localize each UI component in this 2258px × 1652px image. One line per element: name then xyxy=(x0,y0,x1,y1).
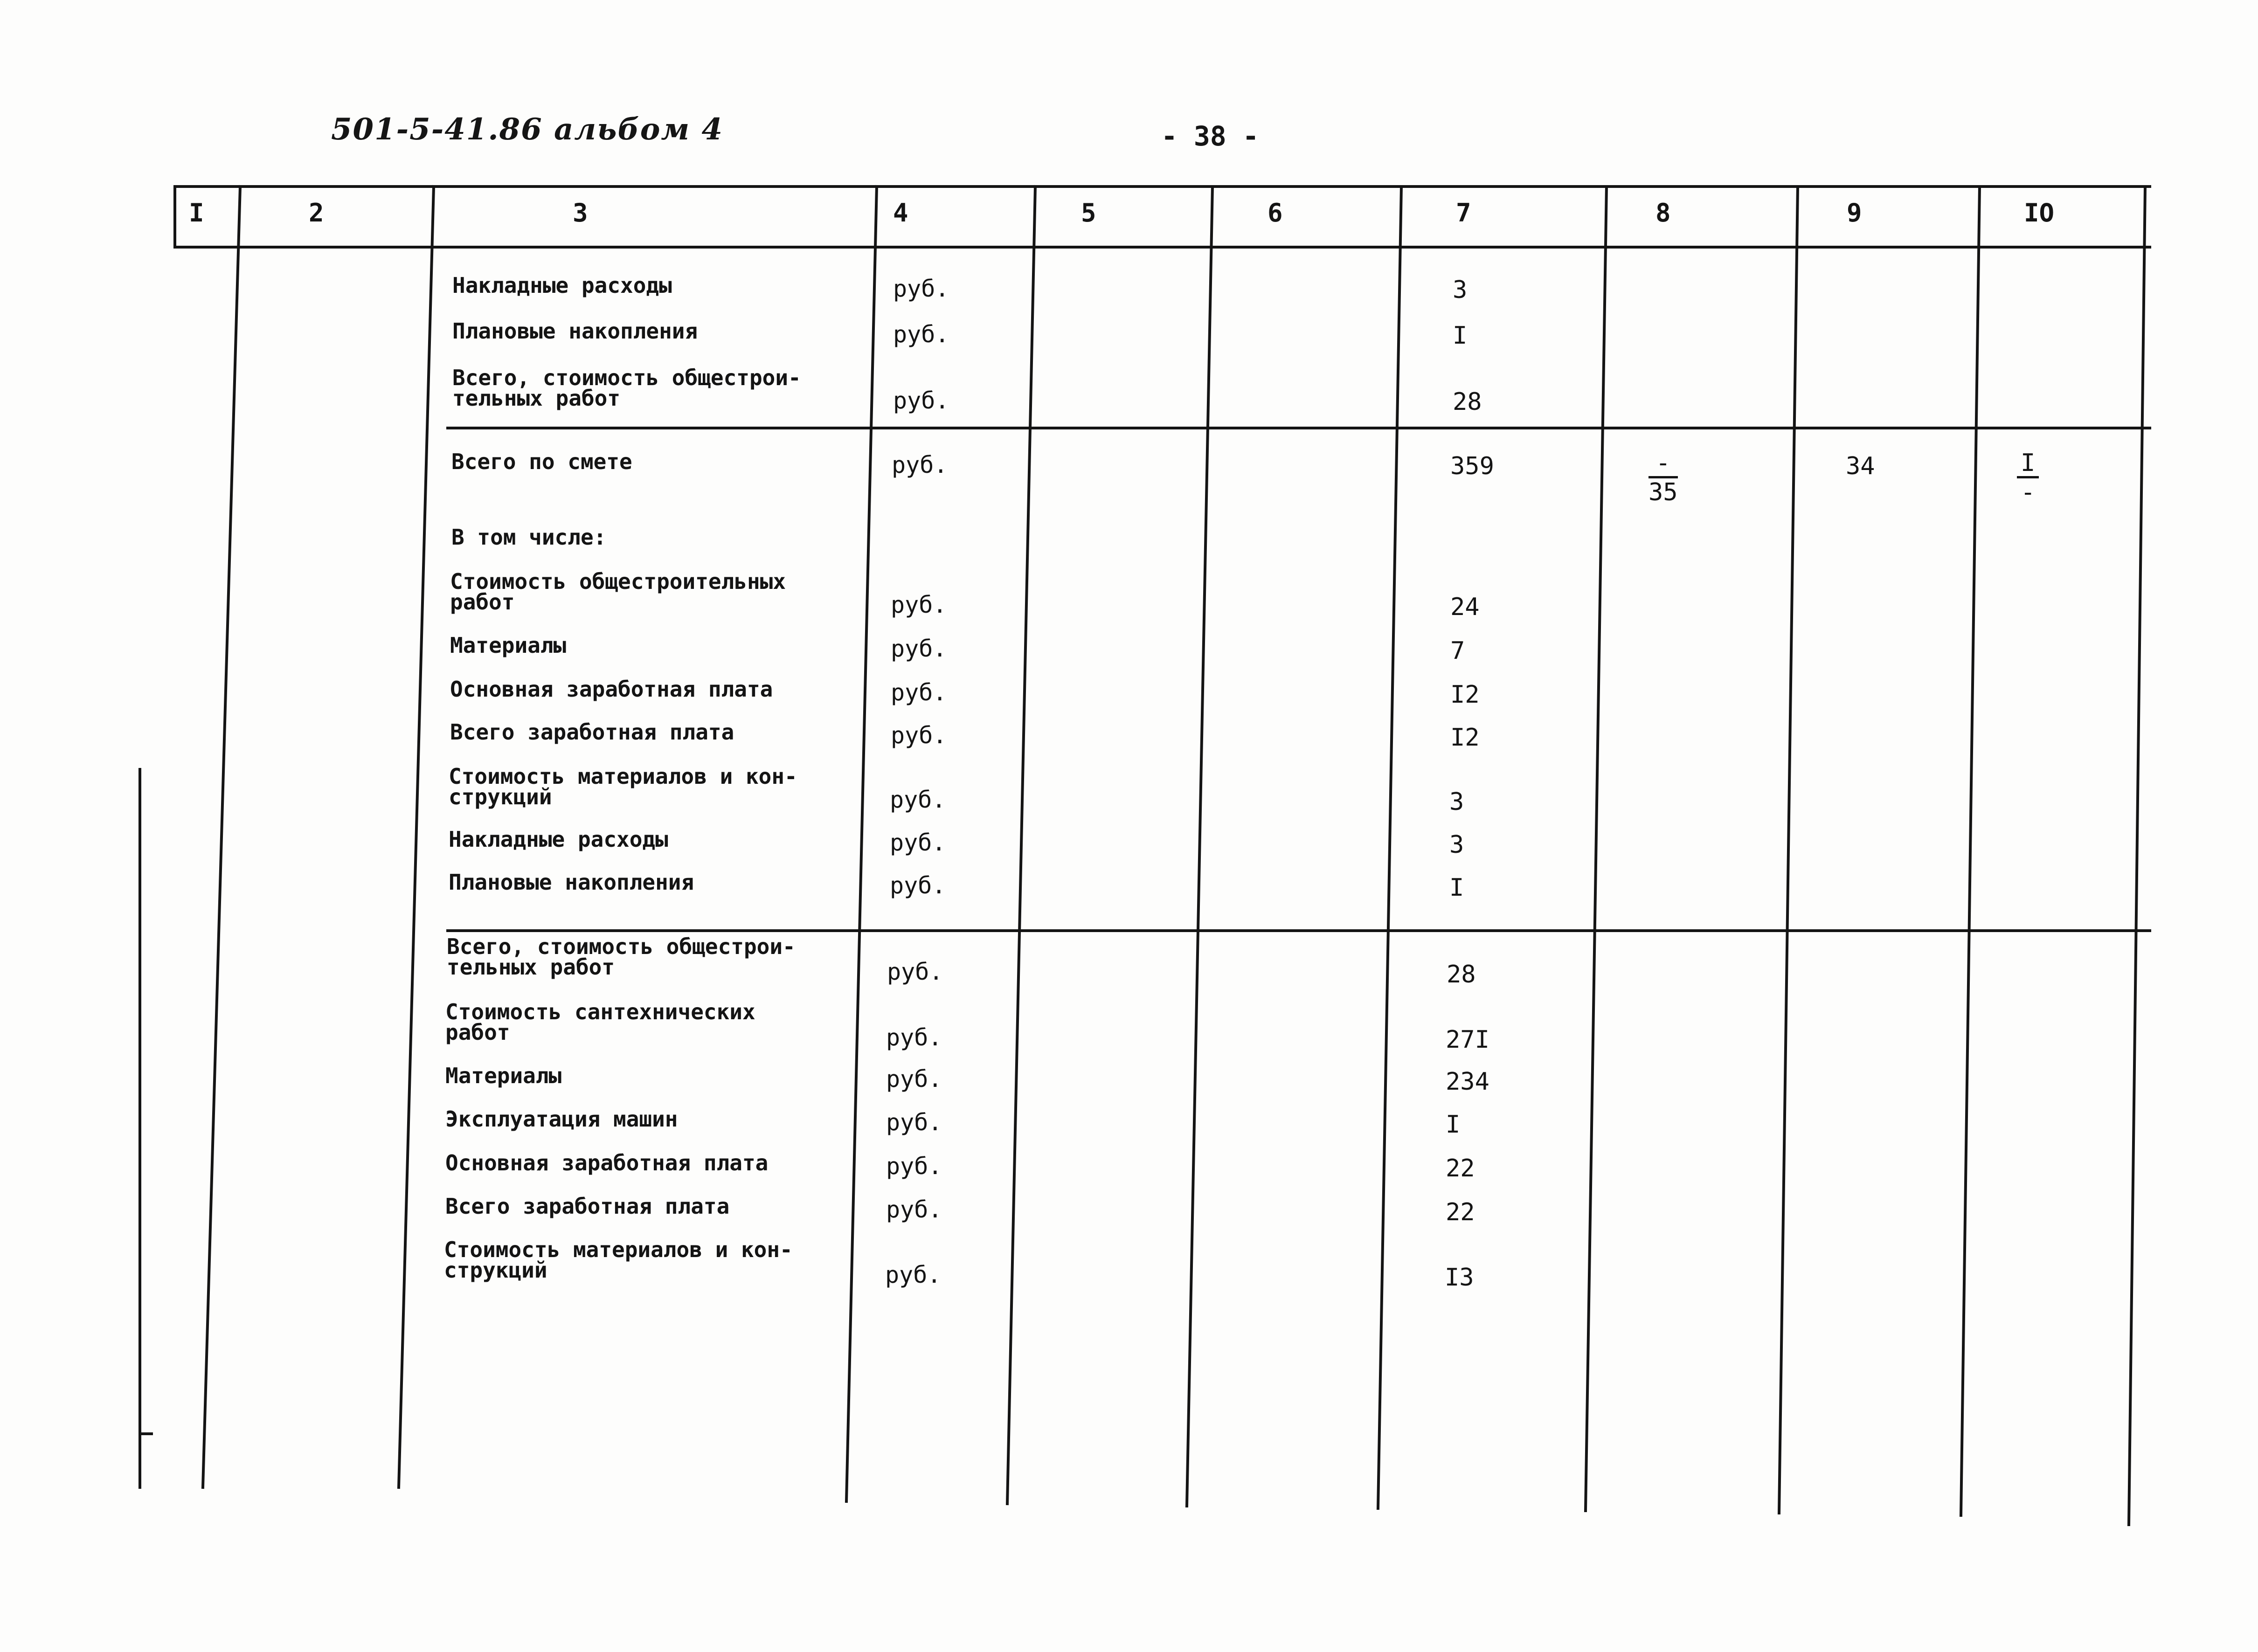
row-description: Материалы xyxy=(450,633,567,658)
row-value: 3 xyxy=(1453,276,1468,304)
row-value: 24 xyxy=(1450,593,1480,621)
row-unit: руб. xyxy=(891,722,947,749)
row-description: Основная заработная плата xyxy=(445,1150,769,1175)
row-description: Стоимость материалов и кон- струкций xyxy=(444,1237,793,1283)
total-col8 xyxy=(1648,450,1678,506)
row-value: 22 xyxy=(1446,1154,1475,1182)
row-value: I xyxy=(1446,1111,1461,1139)
row-value: I2 xyxy=(1450,724,1480,752)
row-value: 359 xyxy=(1450,452,1494,480)
row-value: 234 xyxy=(1446,1068,1489,1096)
column-number: 4 xyxy=(893,198,908,228)
column-number: 8 xyxy=(1655,198,1671,228)
row-description: Эксплуатация машин xyxy=(445,1106,678,1132)
row-value: 28 xyxy=(1447,961,1476,988)
total-col10 xyxy=(2017,450,2039,506)
row-unit: руб. xyxy=(886,1109,942,1136)
total-col8-top: - xyxy=(1648,450,1678,478)
column-number: 2 xyxy=(309,198,324,228)
row-unit: руб. xyxy=(893,387,949,414)
column-number: 9 xyxy=(1847,198,1862,228)
row-unit: руб. xyxy=(892,451,948,478)
row-value: 3 xyxy=(1449,831,1464,859)
row-unit: руб. xyxy=(890,872,946,899)
row-unit: руб. xyxy=(886,1024,942,1051)
row-description: Всего заработная плата xyxy=(450,719,734,745)
row-description: Всего по смете xyxy=(451,449,632,474)
row-unit: руб. xyxy=(891,635,947,662)
row-unit: руб. xyxy=(886,1153,942,1180)
total-col10-bottom: - xyxy=(2021,478,2036,506)
column-number: I xyxy=(189,198,204,228)
row-description: Всего заработная плата xyxy=(445,1194,730,1219)
total-col8-bottom: 35 xyxy=(1648,478,1678,506)
column-number: IO xyxy=(2024,198,2055,228)
column-number: 6 xyxy=(1268,198,1283,228)
row-unit: руб. xyxy=(886,1196,942,1223)
row-description: Плановые накопления xyxy=(452,318,698,344)
row-unit: руб. xyxy=(887,958,943,985)
row-value: 7 xyxy=(1450,637,1465,665)
row-value: 3 xyxy=(1449,788,1464,816)
row-value: 22 xyxy=(1446,1198,1475,1226)
row-unit: руб. xyxy=(890,786,946,813)
row-unit: руб. xyxy=(890,829,946,856)
row-description: Накладные расходы xyxy=(452,273,672,298)
total-col9: 34 xyxy=(1846,452,1875,480)
row-description: В том числе: xyxy=(451,525,607,550)
row-description: Накладные расходы xyxy=(449,827,668,852)
row-description: Всего, стоимость общестрои- тельных работ xyxy=(447,934,796,980)
page-number: - 38 - xyxy=(1161,120,1259,152)
row-unit: руб. xyxy=(891,679,947,706)
row-unit: руб. xyxy=(893,275,949,302)
row-description: Основная заработная плата xyxy=(450,677,773,702)
column-number: 7 xyxy=(1456,198,1471,228)
row-value: I3 xyxy=(1445,1264,1474,1292)
row-unit: руб. xyxy=(891,591,947,618)
row-unit: руб. xyxy=(885,1261,942,1288)
row-value: 28 xyxy=(1453,388,1482,416)
row-unit: руб. xyxy=(886,1065,942,1092)
column-number: 3 xyxy=(573,198,588,228)
total-col10-top: I xyxy=(2017,450,2039,478)
row-description: Стоимость сантехнических работ xyxy=(445,999,755,1045)
document-code: 501-5-41.86 альбом 4 xyxy=(331,112,724,147)
row-description: Всего, стоимость общестрои- тельных работ xyxy=(452,365,801,411)
row-value: I2 xyxy=(1450,681,1480,709)
row-description: Стоимость материалов и кон- струкций xyxy=(449,764,797,809)
row-value: 27I xyxy=(1446,1026,1489,1054)
row-value: I xyxy=(1449,874,1464,902)
row-value: I xyxy=(1453,322,1468,350)
row-description: Плановые накопления xyxy=(449,870,694,895)
row-description: Материалы xyxy=(445,1063,562,1088)
row-unit: руб. xyxy=(893,321,949,348)
row-description: Стоимость общестроительных работ xyxy=(450,569,786,615)
column-number: 5 xyxy=(1081,198,1096,228)
